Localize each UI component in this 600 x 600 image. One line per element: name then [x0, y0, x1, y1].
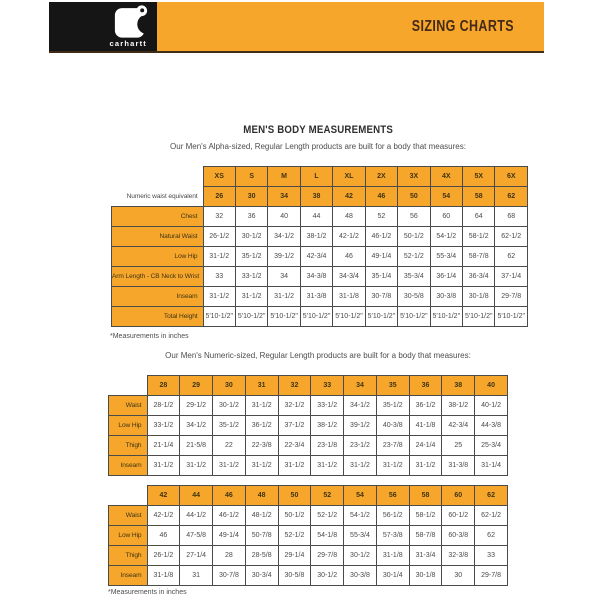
measurement-cell: 33-1/2: [147, 416, 180, 436]
size-column-header: XS: [203, 167, 235, 187]
measurement-cell: 23-1/2: [344, 436, 377, 456]
row-label: Waist: [109, 506, 148, 526]
measurement-cell: 54-1/2: [430, 227, 462, 247]
measurement-cell: 31-1/2: [245, 396, 278, 416]
measurement-cell: 5'10-1/2": [235, 307, 267, 327]
measurement-cell: 5'10-1/2": [203, 307, 235, 327]
measurement-cell: 34-3/8: [300, 267, 332, 287]
measurement-cell: 22: [213, 436, 246, 456]
measurement-cell: 46: [147, 526, 180, 546]
measurement-cell: 30-3/8: [344, 566, 377, 586]
row-label: Natural Waist: [112, 227, 204, 247]
measurement-row: [112, 267, 528, 287]
measurement-cell: 40-3/8: [376, 416, 409, 436]
measurement-cell: 35-3/4: [398, 267, 430, 287]
measurement-cell: 54: [430, 187, 462, 207]
measurement-row: [109, 396, 508, 416]
measurement-cell: 31-1/2: [409, 456, 442, 476]
measurement-cell: 34-1/2: [344, 396, 377, 416]
measurement-cell: 68: [495, 207, 528, 227]
measurement-cell: 36-1/2: [409, 396, 442, 416]
measurement-cell: 33: [475, 546, 508, 566]
measurement-cell: 60-3/8: [442, 526, 475, 546]
measurement-cell: 39-1/2: [268, 247, 300, 267]
measurement-cell: 31-1/2: [203, 287, 235, 307]
measurement-cell: 30-1/8: [409, 566, 442, 586]
measurement-cell: 30-1/2: [344, 546, 377, 566]
measurement-cell: 35-1/4: [365, 267, 397, 287]
size-column-header: 32: [278, 376, 311, 396]
measurement-cell: 52-1/2: [278, 526, 311, 546]
measurement-cell: 58-1/2: [409, 506, 442, 526]
measurement-row: [112, 247, 528, 267]
row-label: Arm Length - CB Neck to Wrist: [112, 267, 204, 287]
measurement-cell: 32-1/2: [278, 396, 311, 416]
measurement-cell: 31-1/2: [268, 287, 300, 307]
size-column-header: 28: [147, 376, 180, 396]
measurement-row: [109, 436, 508, 456]
measurement-cell: 57-3/8: [376, 526, 409, 546]
measurement-cell: 29-1/2: [180, 396, 213, 416]
measurement-cell: 28-1/2: [147, 396, 180, 416]
measurement-cell: 5'10-1/2": [495, 307, 528, 327]
measurement-cell: 30-7/8: [365, 287, 397, 307]
measurement-cell: 56-1/2: [376, 506, 409, 526]
measurement-cell: 5'10-1/2": [430, 307, 462, 327]
measurement-cell: 48: [333, 207, 365, 227]
measurement-cell: 31-1/8: [333, 287, 365, 307]
size-column-header: 5X: [463, 167, 495, 187]
row-label: Thigh: [109, 546, 148, 566]
measurement-cell: 23-1/8: [311, 436, 344, 456]
size-column-header: 38: [442, 376, 475, 396]
measurement-cell: 54-1/2: [344, 506, 377, 526]
measurement-cell: 30-1/4: [376, 566, 409, 586]
measurement-cell: 42-1/2: [333, 227, 365, 247]
measurements-footnote: *Measurements in inches: [108, 589, 187, 596]
measurement-cell: 55-3/4: [430, 247, 462, 267]
page-title: MEN'S BODY MEASUREMENTS: [243, 124, 393, 136]
measurement-cell: 55-3/4: [344, 526, 377, 546]
measurement-cell: 26-1/2: [203, 227, 235, 247]
measurement-cell: 31-3/8: [300, 287, 332, 307]
alpha-sizing-table: [111, 166, 528, 327]
header-gold-bar: [157, 2, 544, 51]
row-label: Low Hip: [109, 416, 148, 436]
measurement-cell: 36-1/4: [430, 267, 462, 287]
measurement-cell: 31-1/8: [376, 546, 409, 566]
measurement-cell: 21-1/4: [147, 436, 180, 456]
measurement-cell: 32: [203, 207, 235, 227]
measurement-cell: 49-1/4: [213, 526, 246, 546]
measurement-cell: 25-3/4: [475, 436, 508, 456]
carhartt-c-icon: [114, 5, 148, 38]
measurement-cell: 31: [180, 566, 213, 586]
size-column-header: 48: [245, 486, 278, 506]
measurement-cell: 31-1/2: [213, 456, 246, 476]
measurement-cell: 30: [235, 187, 267, 207]
brand-header: [49, 2, 544, 53]
measurement-cell: 46-1/2: [365, 227, 397, 247]
measurement-cell: 24-1/4: [409, 436, 442, 456]
size-column-header: 46: [213, 486, 246, 506]
size-column-header: 54: [344, 486, 377, 506]
size-column-header: 52: [311, 486, 344, 506]
size-column-header: 50: [278, 486, 311, 506]
measurement-cell: 50-1/2: [398, 227, 430, 247]
measurement-cell: 5'10-1/2": [333, 307, 365, 327]
measurement-cell: 35-1/2: [376, 396, 409, 416]
measurement-cell: 30-3/4: [245, 566, 278, 586]
measurement-cell: 64: [463, 207, 495, 227]
measurement-cell: 62: [475, 526, 508, 546]
measurement-cell: 29-7/8: [311, 546, 344, 566]
measurement-cell: 30-1/2: [213, 396, 246, 416]
size-column-header: 58: [409, 486, 442, 506]
size-column-header: 35: [376, 376, 409, 396]
measurement-cell: 31-1/2: [311, 456, 344, 476]
measurement-cell: 56: [398, 207, 430, 227]
size-column-header: 6X: [495, 167, 528, 187]
row-label: Waist: [109, 396, 148, 416]
size-column-header: 40: [475, 376, 508, 396]
measurement-cell: 5'10-1/2": [365, 307, 397, 327]
measurement-cell: 29-7/8: [475, 566, 508, 586]
measurement-cell: 62: [495, 187, 528, 207]
measurement-cell: 33-1/2: [235, 267, 267, 287]
measurement-cell: 30-3/8: [430, 287, 462, 307]
measurement-cell: 58-1/2: [463, 227, 495, 247]
size-column-header: 56: [376, 486, 409, 506]
measurement-cell: 32-3/8: [442, 546, 475, 566]
measurement-cell: 31-1/2: [203, 247, 235, 267]
measurement-cell: 52: [365, 207, 397, 227]
measurement-cell: 49-1/4: [365, 247, 397, 267]
measurement-cell: 40-1/2: [475, 396, 508, 416]
measurement-cell: 36: [235, 207, 267, 227]
measurement-cell: 48-1/2: [245, 506, 278, 526]
size-column-header: XL: [333, 167, 365, 187]
measurement-cell: 26-1/2: [147, 546, 180, 566]
measurement-cell: 58-7/8: [463, 247, 495, 267]
measurement-cell: 34-1/2: [180, 416, 213, 436]
measurement-cell: 36-1/2: [245, 416, 278, 436]
corner-cell: [112, 167, 204, 187]
measurement-cell: 31-1/2: [278, 456, 311, 476]
carhartt-wordmark: carhartt: [109, 38, 147, 48]
measurement-row: [109, 566, 508, 586]
measurement-row: [109, 416, 508, 436]
measurement-cell: 58: [463, 187, 495, 207]
measurement-cell: 28-5/8: [245, 546, 278, 566]
measurement-cell: 31-1/8: [147, 566, 180, 586]
measurement-cell: 52-1/2: [398, 247, 430, 267]
measurement-cell: 47-5/8: [180, 526, 213, 546]
measurement-cell: 42-3/4: [300, 247, 332, 267]
measurement-cell: 52-1/2: [311, 506, 344, 526]
size-column-header: 3X: [398, 167, 430, 187]
numeric-sizing-table-42-62: [108, 485, 508, 586]
measurement-cell: 5'10-1/2": [300, 307, 332, 327]
measurement-cell: 22-3/8: [245, 436, 278, 456]
numeric-sizing-table-28-40: [108, 375, 508, 476]
row-label: Inseam: [109, 566, 148, 586]
measurement-cell: 34-1/2: [268, 227, 300, 247]
measurement-cell: 38-1/2: [300, 227, 332, 247]
measurement-cell: 5'10-1/2": [268, 307, 300, 327]
measurement-cell: 25: [442, 436, 475, 456]
measurement-cell: 31-1/2: [235, 287, 267, 307]
measurement-row: [109, 526, 508, 546]
carhartt-logo: [49, 2, 157, 51]
measurement-cell: 31-1/2: [344, 456, 377, 476]
measurement-cell: 30-7/8: [213, 566, 246, 586]
measurement-cell: 58-7/8: [409, 526, 442, 546]
measurement-cell: 33: [203, 267, 235, 287]
measurement-cell: 42-1/2: [147, 506, 180, 526]
size-column-header: 29: [180, 376, 213, 396]
size-column-header: 33: [311, 376, 344, 396]
measurement-cell: 34-3/4: [333, 267, 365, 287]
size-column-header: 2X: [365, 167, 397, 187]
alpha-sized-subtitle: Our Men's Alpha-sized, Regular Length products are built for a body that measures:: [170, 142, 466, 151]
size-column-header: 30: [213, 376, 246, 396]
column-header-row: [109, 376, 508, 396]
column-header-row: [109, 486, 508, 506]
measurement-cell: 27-1/4: [180, 546, 213, 566]
measurement-cell: 40: [268, 207, 300, 227]
numeric-sized-subtitle: Our Men's Numeric-sized, Regular Length products are built for a body that measures:: [165, 351, 471, 360]
measurement-cell: 5'10-1/2": [398, 307, 430, 327]
row-label: Numeric waist equivalent: [112, 187, 204, 207]
measurement-cell: 46: [333, 247, 365, 267]
measurement-cell: 31-1/2: [180, 456, 213, 476]
measurement-cell: 35-1/2: [235, 247, 267, 267]
measurement-cell: 50-1/2: [278, 506, 311, 526]
measurement-row: [109, 456, 508, 476]
measurement-row: [112, 227, 528, 247]
row-label: Low Hip: [109, 526, 148, 546]
measurement-cell: 34: [268, 267, 300, 287]
measurement-cell: 46: [365, 187, 397, 207]
measurement-cell: 21-5/8: [180, 436, 213, 456]
size-column-header: L: [300, 167, 332, 187]
header-title: SIZING CHARTS: [411, 17, 514, 35]
row-label: Inseam: [109, 456, 148, 476]
measurement-cell: 35-1/2: [213, 416, 246, 436]
size-column-header: 31: [245, 376, 278, 396]
column-header-row: [112, 167, 528, 187]
measurement-cell: 22-3/4: [278, 436, 311, 456]
measurement-cell: 31-1/2: [376, 456, 409, 476]
measurement-cell: 31-1/2: [245, 456, 278, 476]
measurement-cell: 30-5/8: [278, 566, 311, 586]
measurement-row: [112, 287, 528, 307]
size-column-header: 44: [180, 486, 213, 506]
measurement-cell: 50: [398, 187, 430, 207]
measurement-cell: 31-3/8: [442, 456, 475, 476]
measurement-cell: 30: [442, 566, 475, 586]
measurement-cell: 30-1/2: [311, 566, 344, 586]
measurement-cell: 62-1/2: [495, 227, 528, 247]
measurement-cell: 62-1/2: [475, 506, 508, 526]
measurement-cell: 38-1/2: [311, 416, 344, 436]
measurement-cell: 5'10-1/2": [463, 307, 495, 327]
size-column-header: S: [235, 167, 267, 187]
measurement-cell: 30-1/8: [463, 287, 495, 307]
measurement-cell: 37-1/2: [278, 416, 311, 436]
measurement-row: [112, 207, 528, 227]
measurement-cell: 31-3/4: [409, 546, 442, 566]
measurements-footnote: *Measurements in inches: [110, 333, 189, 340]
row-label: Low Hip: [112, 247, 204, 267]
measurement-cell: 62: [495, 247, 528, 267]
measurement-row: [109, 546, 508, 566]
measurement-cell: 38: [300, 187, 332, 207]
measurement-cell: 38-1/2: [442, 396, 475, 416]
measurement-cell: 46-1/2: [213, 506, 246, 526]
row-label: Thigh: [109, 436, 148, 456]
measurement-cell: 28: [213, 546, 246, 566]
measurement-cell: 54-1/8: [311, 526, 344, 546]
measurement-cell: 31-1/2: [147, 456, 180, 476]
size-column-header: M: [268, 167, 300, 187]
measurement-cell: 44-1/2: [180, 506, 213, 526]
size-column-header: 4X: [430, 167, 462, 187]
size-column-header: 42: [147, 486, 180, 506]
measurement-cell: 26: [203, 187, 235, 207]
measurement-cell: 60-1/2: [442, 506, 475, 526]
measurement-cell: 39-1/2: [344, 416, 377, 436]
row-label: Total Height: [112, 307, 204, 327]
row-label: Inseam: [112, 287, 204, 307]
measurement-cell: 37-1/4: [495, 267, 528, 287]
measurement-cell: 44-3/8: [475, 416, 508, 436]
measurement-cell: 42: [333, 187, 365, 207]
measurement-cell: 31-1/4: [475, 456, 508, 476]
size-column-header: 34: [344, 376, 377, 396]
measurement-cell: 23-7/8: [376, 436, 409, 456]
measurement-cell: 36-3/4: [463, 267, 495, 287]
size-column-header: 36: [409, 376, 442, 396]
measurement-row: [112, 307, 528, 327]
size-column-header: 62: [475, 486, 508, 506]
measurement-cell: 42-3/4: [442, 416, 475, 436]
measurement-cell: 33-1/2: [311, 396, 344, 416]
measurement-cell: 29-1/4: [278, 546, 311, 566]
row-label: Chest: [112, 207, 204, 227]
measurement-cell: 30-5/8: [398, 287, 430, 307]
measurement-cell: 29-7/8: [495, 287, 528, 307]
corner-cell: [109, 486, 148, 506]
measurement-cell: 34: [268, 187, 300, 207]
measurement-cell: 44: [300, 207, 332, 227]
measurement-cell: 41-1/8: [409, 416, 442, 436]
measurement-cell: 50-7/8: [245, 526, 278, 546]
measurement-row: [112, 187, 528, 207]
measurement-cell: 30-1/2: [235, 227, 267, 247]
measurement-cell: 60: [430, 207, 462, 227]
measurement-row: [109, 506, 508, 526]
size-column-header: 60: [442, 486, 475, 506]
corner-cell: [109, 376, 148, 396]
